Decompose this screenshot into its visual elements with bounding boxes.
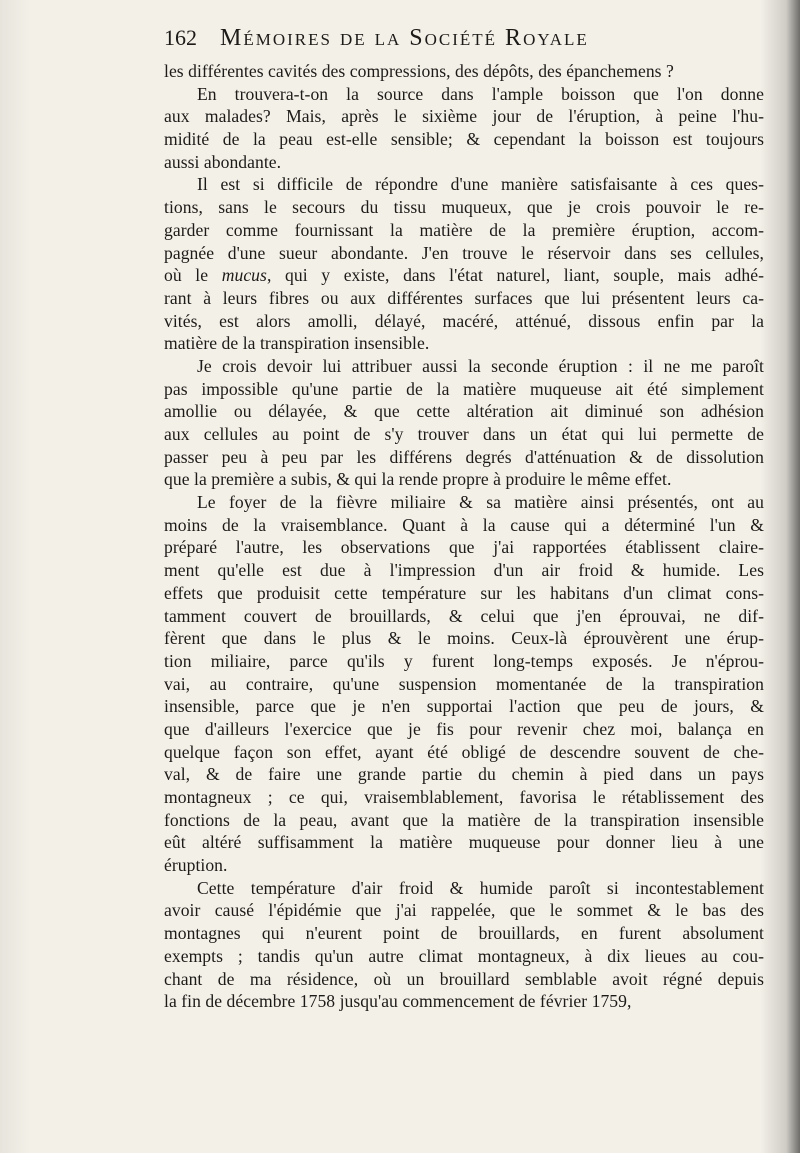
text-line: aussi abondante.	[164, 151, 282, 172]
text-line: pas impossible qu'une partie de la matière muqueuse ait été simplement	[164, 378, 764, 399]
paragraph	[164, 83, 764, 174]
body-text	[164, 60, 764, 1013]
text-line: Le foyer de la fièvre miliaire & sa matière ainsi présentés, ont au	[197, 492, 764, 513]
text-line: Je crois devoir lui attribuer aussi la seconde éruption : il ne me paroît	[197, 355, 764, 376]
paragraph	[164, 60, 764, 83]
text-line: aux malades? Mais, après le sixième jour de l'éruption, à peine l'hu-	[164, 106, 764, 127]
italic-term: mucus	[221, 265, 267, 286]
paragraph	[164, 173, 764, 355]
text-line: vités, est alors amolli, délayé, macéré, atténué, dissous enfin par la	[164, 310, 764, 331]
text-line: tamment couvert de brouillards, & celui que j'en éprouvai, ne dif-	[164, 605, 764, 626]
running-title: Mémoires de la Société Royale	[220, 25, 589, 51]
text-line: moins de la vraisemblance. Quant à la cause qui a déterminé l'un &	[164, 514, 764, 535]
text-line: où le mucus, qui y existe, dans l'état naturel, liant, souple, mais adhé-	[164, 265, 764, 286]
text-line: montagneux ; ce qui, vraisemblablement, favorisa le rétablissement des	[164, 787, 764, 807]
text-line: pagnée d'une sueur abondante. J'en trouve le réservoir dans ses cellules,	[164, 242, 764, 263]
text-line: quelque façon son effet, ayant été obligé de descendre souvent de che-	[164, 741, 764, 762]
text-line: effets que produisit cette température sur les habitans d'un climat cons-	[164, 582, 764, 603]
text-line: val, & de faire une grande partie du chemin à pied dans un pays	[164, 764, 764, 785]
text-line: montagnes qui n'eurent point de brouillards, en furent absolument	[164, 923, 764, 944]
text-line: fonctions de la peau, avant que la matière de la transpiration insensible	[164, 809, 764, 830]
text-line: que la première a subis, & qui la rende propre à produire le même effet.	[164, 469, 672, 490]
text-line: chant de ma résidence, où un brouillard semblable avoit régné depuis	[164, 968, 764, 989]
text-line: préparé l'autre, les observations que j'ai rapportées établissent claire-	[164, 537, 764, 558]
text-line: En trouvera-t-on la source dans l'ample boisson que l'on donne	[197, 83, 764, 104]
text-line: insensible, parce que je n'en supportai l'action que peu de jours, &	[164, 696, 764, 717]
text-line: Cette température d'air froid & humide paroît si incontestablement	[197, 877, 764, 898]
text-line: tion miliaire, parce qu'ils y furent long-temps exposés. Je n'éprou-	[164, 650, 764, 671]
text-line: garder comme fournissant la matière de la première éruption, accom-	[164, 219, 764, 240]
text-line: matière de la transpiration insensible.	[164, 333, 430, 354]
text-line: eût altéré suffisamment la matière muqueuse pour donner lieu à une	[164, 832, 764, 853]
text-line: éruption.	[164, 855, 228, 876]
text-line: rant à leurs fibres ou aux différentes surfaces que lui présentent leurs ca-	[164, 287, 764, 308]
page-number: 162	[164, 25, 197, 50]
text-line: ment qu'elle est due à l'impression d'un air froid & humide. Les	[164, 560, 764, 581]
text-line: amollie ou délayée, & que cette altération ait diminué son adhésion	[164, 401, 764, 422]
text-line: aux cellules au point de s'y trouver dans un état qui lui permette de	[164, 424, 764, 444]
text-line: les différentes cavités des compressions, des dépôts, des épanchemens ?	[164, 61, 674, 81]
text-line: que d'ailleurs l'exercice que je fis pour revenir chez moi, balança en	[164, 718, 764, 739]
text-line: la fin de décembre 1758 jusqu'au commencement de février 1759,	[164, 991, 632, 1012]
text-line: vai, au contraire, qu'une suspension momentanée de la transpiration	[164, 673, 764, 694]
text-line: tions, sans le secours du tissu muqueux, que je crois pouvoir le re-	[164, 197, 764, 218]
text-line: fèrent que dans le plus & le moins. Ceux-là éprouvèrent une érup-	[164, 628, 764, 649]
running-header	[164, 20, 764, 56]
text-line: passer peu à peu par les différens degrés d'atténuation & de dissolution	[164, 446, 764, 467]
paragraph	[164, 877, 764, 1013]
paragraph	[164, 355, 764, 491]
text-line: Il est si difficile de répondre d'une manière satisfaisante à ces ques-	[197, 174, 764, 195]
text-line: midité de la peau est-elle sensible; & cependant la boisson est toujours	[164, 129, 764, 150]
text-line: avoir causé l'épidémie que j'ai rappelée, que le sommet & le bas des	[164, 900, 764, 921]
paragraph	[164, 491, 764, 877]
text-line: exempts ; tandis qu'un autre climat montagneux, à dix lieues au cou-	[164, 945, 764, 966]
